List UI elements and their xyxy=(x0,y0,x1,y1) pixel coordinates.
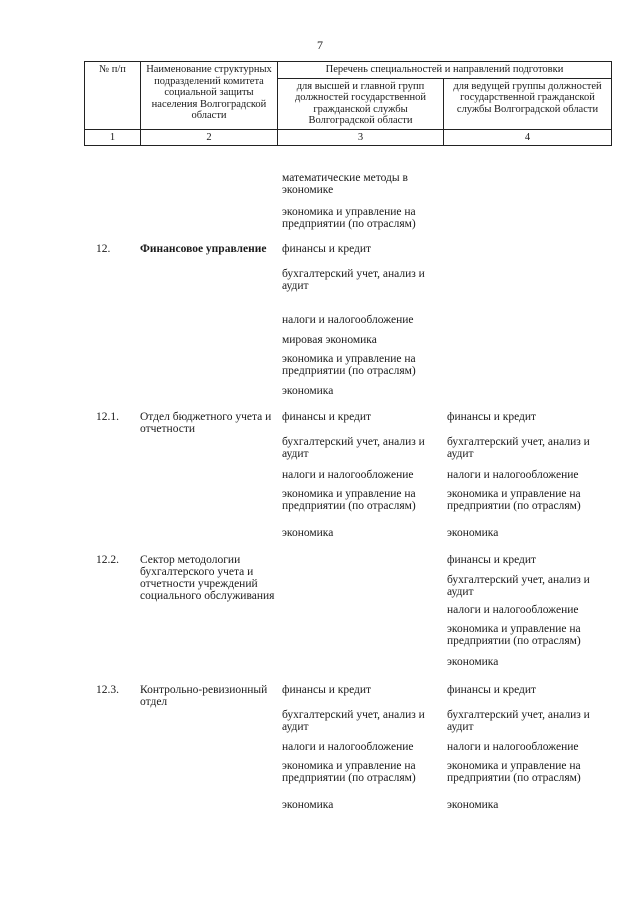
list-item: экономика xyxy=(282,527,334,539)
list-item: налоги и налогообложение xyxy=(447,469,579,481)
list-item: бухгалтерский учет, анализ и аудит xyxy=(282,268,425,292)
list-item: мировая экономика xyxy=(282,334,377,346)
list-item: экономика xyxy=(447,799,499,811)
list-item: бухгалтерский учет, анализ и аудит xyxy=(447,574,590,598)
row-name: Отдел бюджетного учета и отчетности xyxy=(140,411,272,435)
list-item: финансы и кредит xyxy=(282,684,372,696)
list-item: налоги и налогообложение xyxy=(282,469,414,481)
list-item: экономика xyxy=(447,527,499,539)
list-item: финансы и кредит xyxy=(447,554,537,566)
header-col-name: Наименование структурных подразделений комитета социальной защиты населения Волгоградской области xyxy=(141,62,278,130)
header-index: 2 xyxy=(141,129,278,146)
list-item: налоги и налогообложение xyxy=(447,741,579,753)
list-item: экономика и управление на предприятии (по отраслям) xyxy=(282,488,416,512)
row-number: 12.2. xyxy=(96,554,119,566)
list-item: финансы и кредит xyxy=(282,411,372,423)
list-item: бухгалтерский учет, анализ и аудит xyxy=(447,436,590,460)
header-col-number: № п/п xyxy=(85,62,141,130)
list-item: экономика и управление на предприятии (по отраслям) xyxy=(282,760,416,784)
header-index: 1 xyxy=(85,129,141,146)
list-item: бухгалтерский учет, анализ и аудит xyxy=(282,436,425,460)
page-number: 7 xyxy=(317,38,323,52)
list-item: экономика и управление на предприятии (по отраслям) xyxy=(282,206,416,230)
list-item: экономика и управление на предприятии (по отраслям) xyxy=(282,353,416,377)
list-item: налоги и налогообложение xyxy=(447,604,579,616)
row-name: Сектор методологии бухгалтерского учета и отчетности учреждений социального обслуживания xyxy=(140,554,275,602)
list-item: экономика и управление на предприятии (по отраслям) xyxy=(447,488,581,512)
list-item: налоги и налогообложение xyxy=(282,741,414,753)
list-item: финансы и кредит xyxy=(447,411,537,423)
list-item: экономика и управление на предприятии (по отраслям) xyxy=(447,760,581,784)
list-item: бухгалтерский учет, анализ и аудит xyxy=(447,709,590,733)
row-number: 12.3. xyxy=(96,684,119,696)
list-item: экономика xyxy=(447,656,499,668)
row-number: 12. xyxy=(96,243,111,255)
list-item: экономика xyxy=(282,385,334,397)
list-item: бухгалтерский учет, анализ и аудит xyxy=(282,709,425,733)
list-item: финансы и кредит xyxy=(282,243,372,255)
list-item: экономика xyxy=(282,799,334,811)
row-name: Контрольно-ревизионный отдел xyxy=(140,684,268,708)
header-col-leading: для ведущей группы должностей государственной гражданской службы Волгоградской области xyxy=(444,78,612,129)
header-index: 3 xyxy=(278,129,444,146)
row-number: 12.1. xyxy=(96,411,119,423)
row-name: Финансовое управление xyxy=(140,243,267,255)
list-item: экономика и управление на предприятии (по отраслям) xyxy=(447,623,581,647)
header-index: 4 xyxy=(444,129,612,146)
list-item: налоги и налогообложение xyxy=(282,314,414,326)
header-col-list: Перечень специальностей и направлений подготовки xyxy=(278,62,612,79)
list-item: финансы и кредит xyxy=(447,684,537,696)
list-item: математические методы в экономике xyxy=(282,172,408,196)
header-col-higher: для высшей и главной групп должностей государственной гражданской службы Волгоградской области xyxy=(278,78,444,129)
